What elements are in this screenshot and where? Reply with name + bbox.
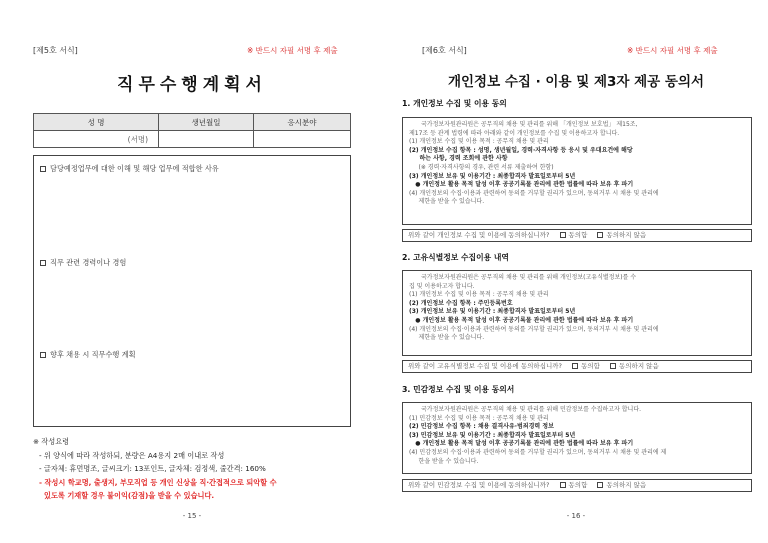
writing-guide [33,435,277,503]
header-birth: 생년월일 [159,114,254,131]
item-experience: 직무 관련 경력이나 경험 [40,258,126,268]
item-understanding: 담당예정업무에 대한 이해 및 해당 업무에 적합한 사유 [40,164,219,174]
guide-line: - 위 양식에 따라 작성하되, 분량은 A4용지 2매 이내로 작성 [39,450,225,460]
section-2-heading: 2. 고유식별정보 수집이용 내역 [402,253,509,262]
page-title: 직무수행계획서 [117,75,267,95]
agree-checkbox[interactable] [560,482,566,488]
form-tag: [제6호 서식] [422,46,467,55]
section-1-box: 국가정보자원관리원은 공무직의 채용 및 관리를 위해 「개인정보 보호법」 제15조, 제17조 등 관계 법령에 따라 아래와 같이 개인정보를 수집 및 이용하고자 합니다. (1) 개인정보 수집 및 이용 목적 : 공무직 채용 및 관리 (2) 개인정보 수집 항목 : 성명, 생년월일, 경력·자격사항 등 응시 및 우대요건에 해당 하는 사항, 경력 조회에 관한 사항 (※ 경력·자격사항의 경우, 관련 서류 제출하여 한함) (3) 개인정보 보유 및 이용기간 : 최종합격자 발표일로부터 5년 ● 개인정보 활용 목적 달성 이후 공공기록물 관리에 관한 법률에 따라 보유 후 파기 (4) 개인정보의 수집·이용과 관련하여 동의를 거부할 권리가 있으며, 동의거부 시 채용 및 관리에 제한을 받을 수 있습니다. [402,117,752,225]
item-plan: 향후 채용 시 직무수행 계획 [40,350,136,360]
consent-question: 위와 같이 고유식별정보 수집 및 이용에 동의하십니까? [408,362,562,370]
agree-checkbox[interactable] [572,363,578,369]
header-field: 응시분야 [254,114,351,131]
name-field[interactable]: (서명) [34,131,159,148]
consent-question: 위와 같이 개인정보 수집 및 이용에 동의하십니까? [408,231,550,239]
header-name: 성 명 [34,114,159,131]
section-3-consent: 위와 같이 민감정보 수집 및 이용에 동의하십니까? 동의함 동의하지 않음 [402,479,752,492]
disagree-checkbox[interactable] [597,232,603,238]
guide-warning: - 작성시 학교명, 출생지, 부모직업 등 개인 신상을 직·간접적으로 되악할 수 [39,477,277,487]
section-2-consent: 위와 같이 고유식별정보 수집 및 이용에 동의하십니까? 동의함 동의하지 않음 [402,360,752,373]
checkbox-icon [40,260,46,266]
applicant-table [33,113,351,148]
guide-line: - 글자체: 휴먼명조, 글씨크기: 13포인트, 글자체: 검정색, 줄간격: 160% [39,464,266,473]
agree-checkbox[interactable] [560,232,566,238]
disagree-checkbox[interactable] [597,482,603,488]
field-input[interactable] [254,131,351,148]
plan-box[interactable] [33,155,351,427]
section-1-heading: 1. 개인정보 수집 및 이용 동의 [402,99,507,108]
section-3-box: 국가정보자원관리원은 공무직의 채용 및 관리를 위해 민감정보를 수집하고자 합니다. (1) 민감정보 수집 및 이용 목적 : 공무직 채용 및 관리 (2) 민감정보 수집 항목 : 채용 결격사유·범죄경력 정보 (3) 민감정보 보유 및 이용기간 : 최종합격자 발표일로부터 5년 ● 개인정보 활용 목적 달성 이후 공공기록물 관리에 관한 법률에 따라 보유 후 파기 (4) 민감정보의 수집·이용과 관련하여 동의를 거부할 권리가 있으며, 동의거부 시 채용 및 관리에 제 한을 받을 수 있습니다. [402,402,752,474]
section-2-box: 국가정보자원관리원은 공무직의 채용 및 관리를 위해 개인정보(고유식별정보)를 수 집 및 이용하고자 합니다. (1) 개인정보 수집 및 이용 목적 : 공무직 채용 및 관리 (2) 개인정보 수집 항목 : 주민등록번호 (3) 개인정보 보유 및 이용기간 : 최종합격자 발표일로부터 5년 ● 개인정보 활용 목적 달성 이후 공공기록물 관리에 관한 법률에 따라 보유 후 파기 (4) 개인정보의 수집·이용과 관련하여 동의를 거부할 권리가 있으며, 동의거부 시 채용 및 관리에 제한을 받을 수 있습니다. [402,270,752,356]
page-title: 개인정보 수집 · 이용 및 제3자 제공 동의서 [447,74,705,90]
checkbox-icon [40,166,46,172]
guide-title: ※ 작성요령 [33,437,70,446]
checkbox-icon [40,352,46,358]
disagree-checkbox[interactable] [610,363,616,369]
page-right [384,0,768,543]
page-number: - 16 - [566,512,586,520]
birth-field[interactable] [159,131,254,148]
form-tag: [제5호 서식] [33,46,78,55]
section-3-heading: 3. 민감정보 수집 및 이용 동의서 [402,385,515,394]
page-number: - 15 - [182,512,202,520]
guide-warning: 있도록 기재할 경우 불이익(감점)을 받을 수 있습니다. [39,491,215,500]
consent-question: 위와 같이 민감정보 수집 및 이용에 동의하십니까? [408,481,550,489]
section-1-consent: 위와 같이 개인정보 수집 및 이용에 동의하십니까? 동의함 동의하지 않음 [402,229,752,242]
sign-notice: ※ 반드시 자필 서명 후 제출 [247,46,338,55]
sign-notice: ※ 반드시 자필 서명 후 제출 [627,46,718,55]
